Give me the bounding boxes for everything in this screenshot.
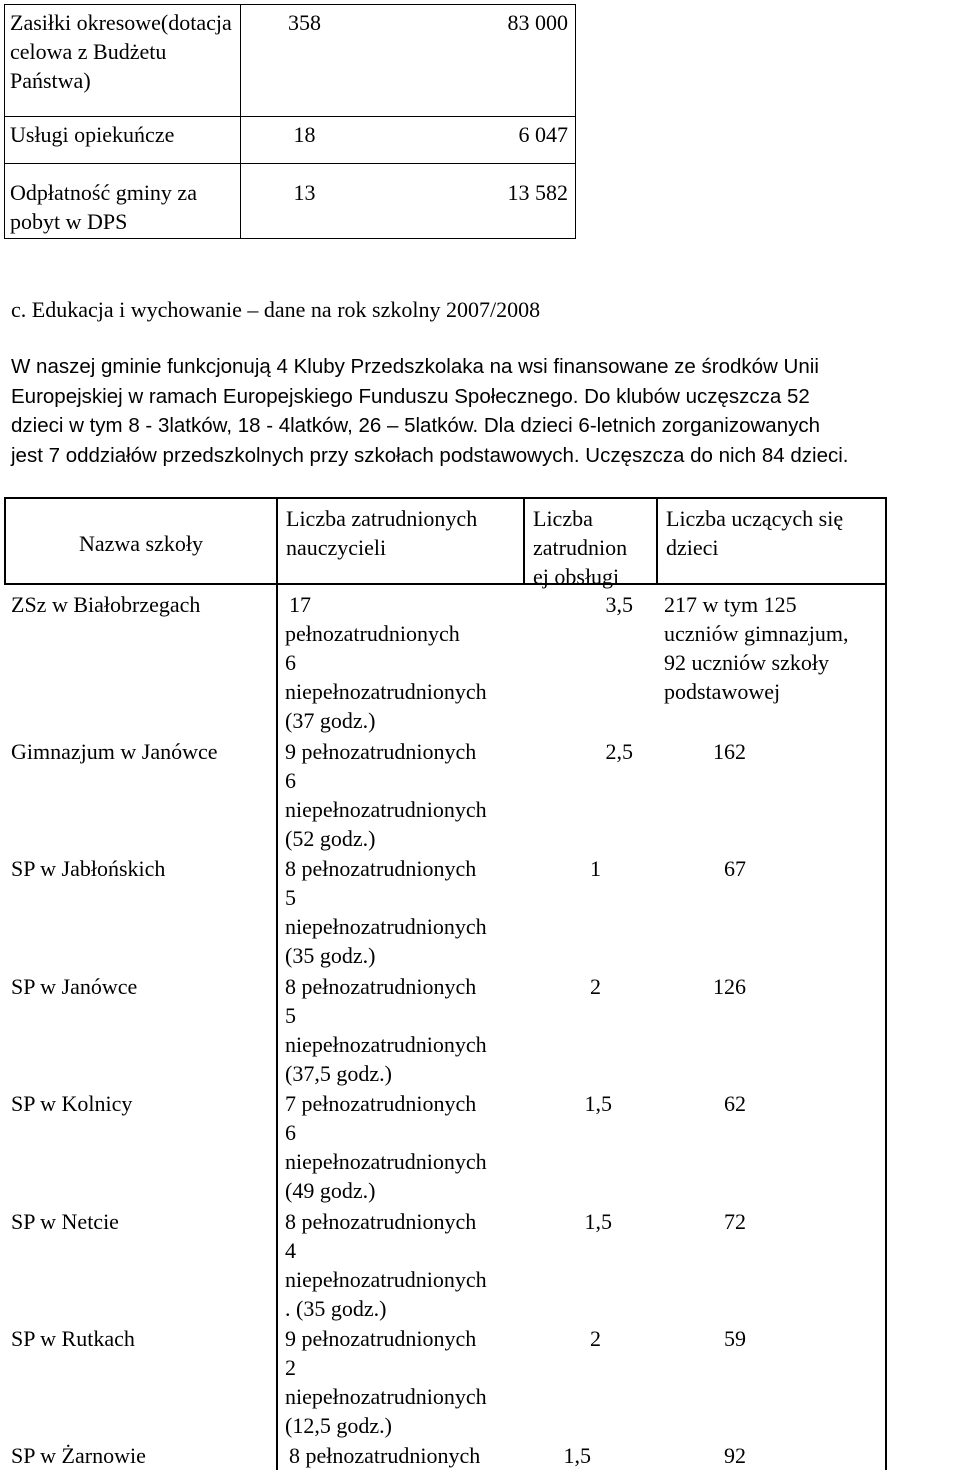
teachers-line: (37 godz.) xyxy=(285,708,376,733)
teachers-line: niepełnozatrudnionych xyxy=(285,797,487,822)
teachers-info xyxy=(285,1089,487,1205)
paragraph-line: jest 7 oddziałów przedszkolnych przy szkołach podstawowych. Uczęszcza do nich 84 dzieci. xyxy=(11,443,849,467)
intro-paragraph xyxy=(11,352,956,470)
header-teachers xyxy=(276,497,523,585)
paragraph-line: dzieci w tym 8 - 3latków, 18 - 4latków, 26 – 5latków. Dla dzieci 6-letnich zorganizowanych xyxy=(11,414,820,437)
benefit-count: 18 xyxy=(241,117,369,164)
teachers-info xyxy=(285,1207,487,1323)
students-count: 62 xyxy=(724,1091,746,1116)
students-line: 92 uczniów szkoły xyxy=(664,650,829,675)
teachers-line: 8 pełnozatrudnionych xyxy=(289,1443,481,1468)
benefit-label: Usługi opiekuńcze xyxy=(5,117,241,164)
header-label: Liczba zatrudnionych xyxy=(286,506,478,531)
benefits-table xyxy=(4,4,576,239)
teachers-line: 5 xyxy=(285,1003,296,1028)
teachers-line: 6 xyxy=(285,768,296,793)
teachers-line: (35 godz.) xyxy=(285,943,376,968)
teachers-line: 9 pełnozatrudnionych xyxy=(285,1326,477,1351)
paragraph-line: Europejskiej w ramach Europejskiego Funduszu Społecznego. Do klubów uczęszcza 52 xyxy=(11,384,810,408)
header-label: dzieci xyxy=(666,535,719,560)
teachers-line: 8 pełnozatrudnionych xyxy=(285,974,477,999)
benefit-label: Odpłatność gminy za pobyt w DPS xyxy=(5,164,241,239)
teachers-line: 6 xyxy=(285,650,296,675)
students-count: 162 xyxy=(713,739,746,764)
header-label: zatrudnion xyxy=(533,535,628,560)
header-label: Liczba xyxy=(533,506,593,531)
staff-count: 1,5 xyxy=(563,1443,591,1468)
staff-count: 1 xyxy=(590,856,601,881)
school-name: SP w Żarnowie xyxy=(11,1443,146,1468)
teachers-line: 6 xyxy=(285,1120,296,1145)
teachers-line: 8 pełnozatrudnionych xyxy=(285,856,477,881)
students-count: 59 xyxy=(724,1326,746,1351)
table-row xyxy=(5,5,576,117)
teachers-line: niepełnozatrudnionych xyxy=(285,1267,487,1292)
header-label: Liczba uczących się xyxy=(666,506,844,531)
staff-count: 2 xyxy=(590,1326,601,1351)
teachers-info xyxy=(285,1324,487,1440)
teachers-line: 7 pełnozatrudnionych xyxy=(285,1091,477,1116)
students-count: 67 xyxy=(724,856,746,881)
teachers-line: niepełnozatrudnionych xyxy=(285,1384,487,1409)
benefit-count: 358 xyxy=(241,5,369,117)
benefit-count: 13 xyxy=(241,164,369,239)
table-row xyxy=(5,164,576,239)
teachers-info xyxy=(285,854,487,970)
teachers-line: 8 pełnozatrudnionych xyxy=(285,1209,477,1234)
school-name: SP w Rutkach xyxy=(11,1326,135,1351)
teachers-line: 17 xyxy=(289,592,311,617)
teachers-line: (37,5 godz.) xyxy=(285,1061,392,1086)
benefit-amount: 13 582 xyxy=(368,164,576,239)
table-divider xyxy=(276,585,278,1470)
staff-count: 1,5 xyxy=(584,1209,612,1234)
students-line: 217 w tym 125 xyxy=(664,592,797,617)
staff-count: 2,5 xyxy=(605,739,633,764)
teachers-line: niepełnozatrudnionych xyxy=(285,1149,487,1174)
staff-count: 1,5 xyxy=(584,1091,612,1116)
teachers-line: 5 xyxy=(285,885,296,910)
teachers-line: 9 pełnozatrudnionych xyxy=(285,739,477,764)
teachers-line: 4 xyxy=(285,1238,296,1263)
students-count: 126 xyxy=(713,974,746,999)
students-count: 92 xyxy=(724,1443,746,1468)
table-row xyxy=(5,117,576,164)
staff-count: 3,5 xyxy=(605,592,633,617)
students-count: 72 xyxy=(724,1209,746,1234)
students-info xyxy=(664,590,849,706)
teachers-line: niepełnozatrudnionych xyxy=(285,914,487,939)
teachers-line: . (35 godz.) xyxy=(285,1296,387,1321)
staff-count: 2 xyxy=(590,974,601,999)
header-label: Nazwa szkoły xyxy=(78,531,203,556)
header-label: ej obsługi xyxy=(533,564,620,589)
school-name: Gimnazjum w Janówce xyxy=(11,739,218,764)
teachers-info xyxy=(285,590,487,735)
header-students xyxy=(656,497,887,585)
benefit-amount: 6 047 xyxy=(368,117,576,164)
benefit-amount: 83 000 xyxy=(368,5,576,117)
header-label: nauczycieli xyxy=(286,535,387,560)
school-name: SP w Netcie xyxy=(11,1209,119,1234)
benefit-label: Zasiłki okresowe(dotacja celowa z Budżetu Państwa) xyxy=(5,5,241,117)
school-name: SP w Jabłońskich xyxy=(11,856,166,881)
teachers-line: (12,5 godz.) xyxy=(285,1413,392,1438)
table-border xyxy=(885,585,887,1470)
school-name: ZSz w Białobrzegach xyxy=(11,592,201,617)
paragraph-line: W naszej gminie funkcjonują 4 Kluby Przedszkolaka na wsi finansowane ze środków Unii xyxy=(11,355,819,378)
school-name: SP w Kolnicy xyxy=(11,1091,133,1116)
header-staff xyxy=(523,497,656,589)
students-line: uczniów gimnazjum, xyxy=(664,621,849,646)
teachers-line: niepełnozatrudnionych xyxy=(285,1032,487,1057)
school-name: SP w Janówce xyxy=(11,974,138,999)
header-school-name xyxy=(4,497,276,585)
teachers-info xyxy=(285,737,487,853)
students-line: podstawowej xyxy=(664,679,781,704)
teachers-line: 2 xyxy=(285,1355,296,1380)
teachers-line: niepełnozatrudnionych xyxy=(285,679,487,704)
teachers-info xyxy=(285,1441,480,1470)
teachers-line: pełnozatrudnionych xyxy=(285,621,460,646)
teachers-line: (52 godz.) xyxy=(285,826,376,851)
teachers-line: (49 godz.) xyxy=(285,1178,376,1203)
teachers-info xyxy=(285,972,487,1088)
section-heading: c. Edukacja i wychowanie – dane na rok szkolny 2007/2008 xyxy=(11,297,541,322)
